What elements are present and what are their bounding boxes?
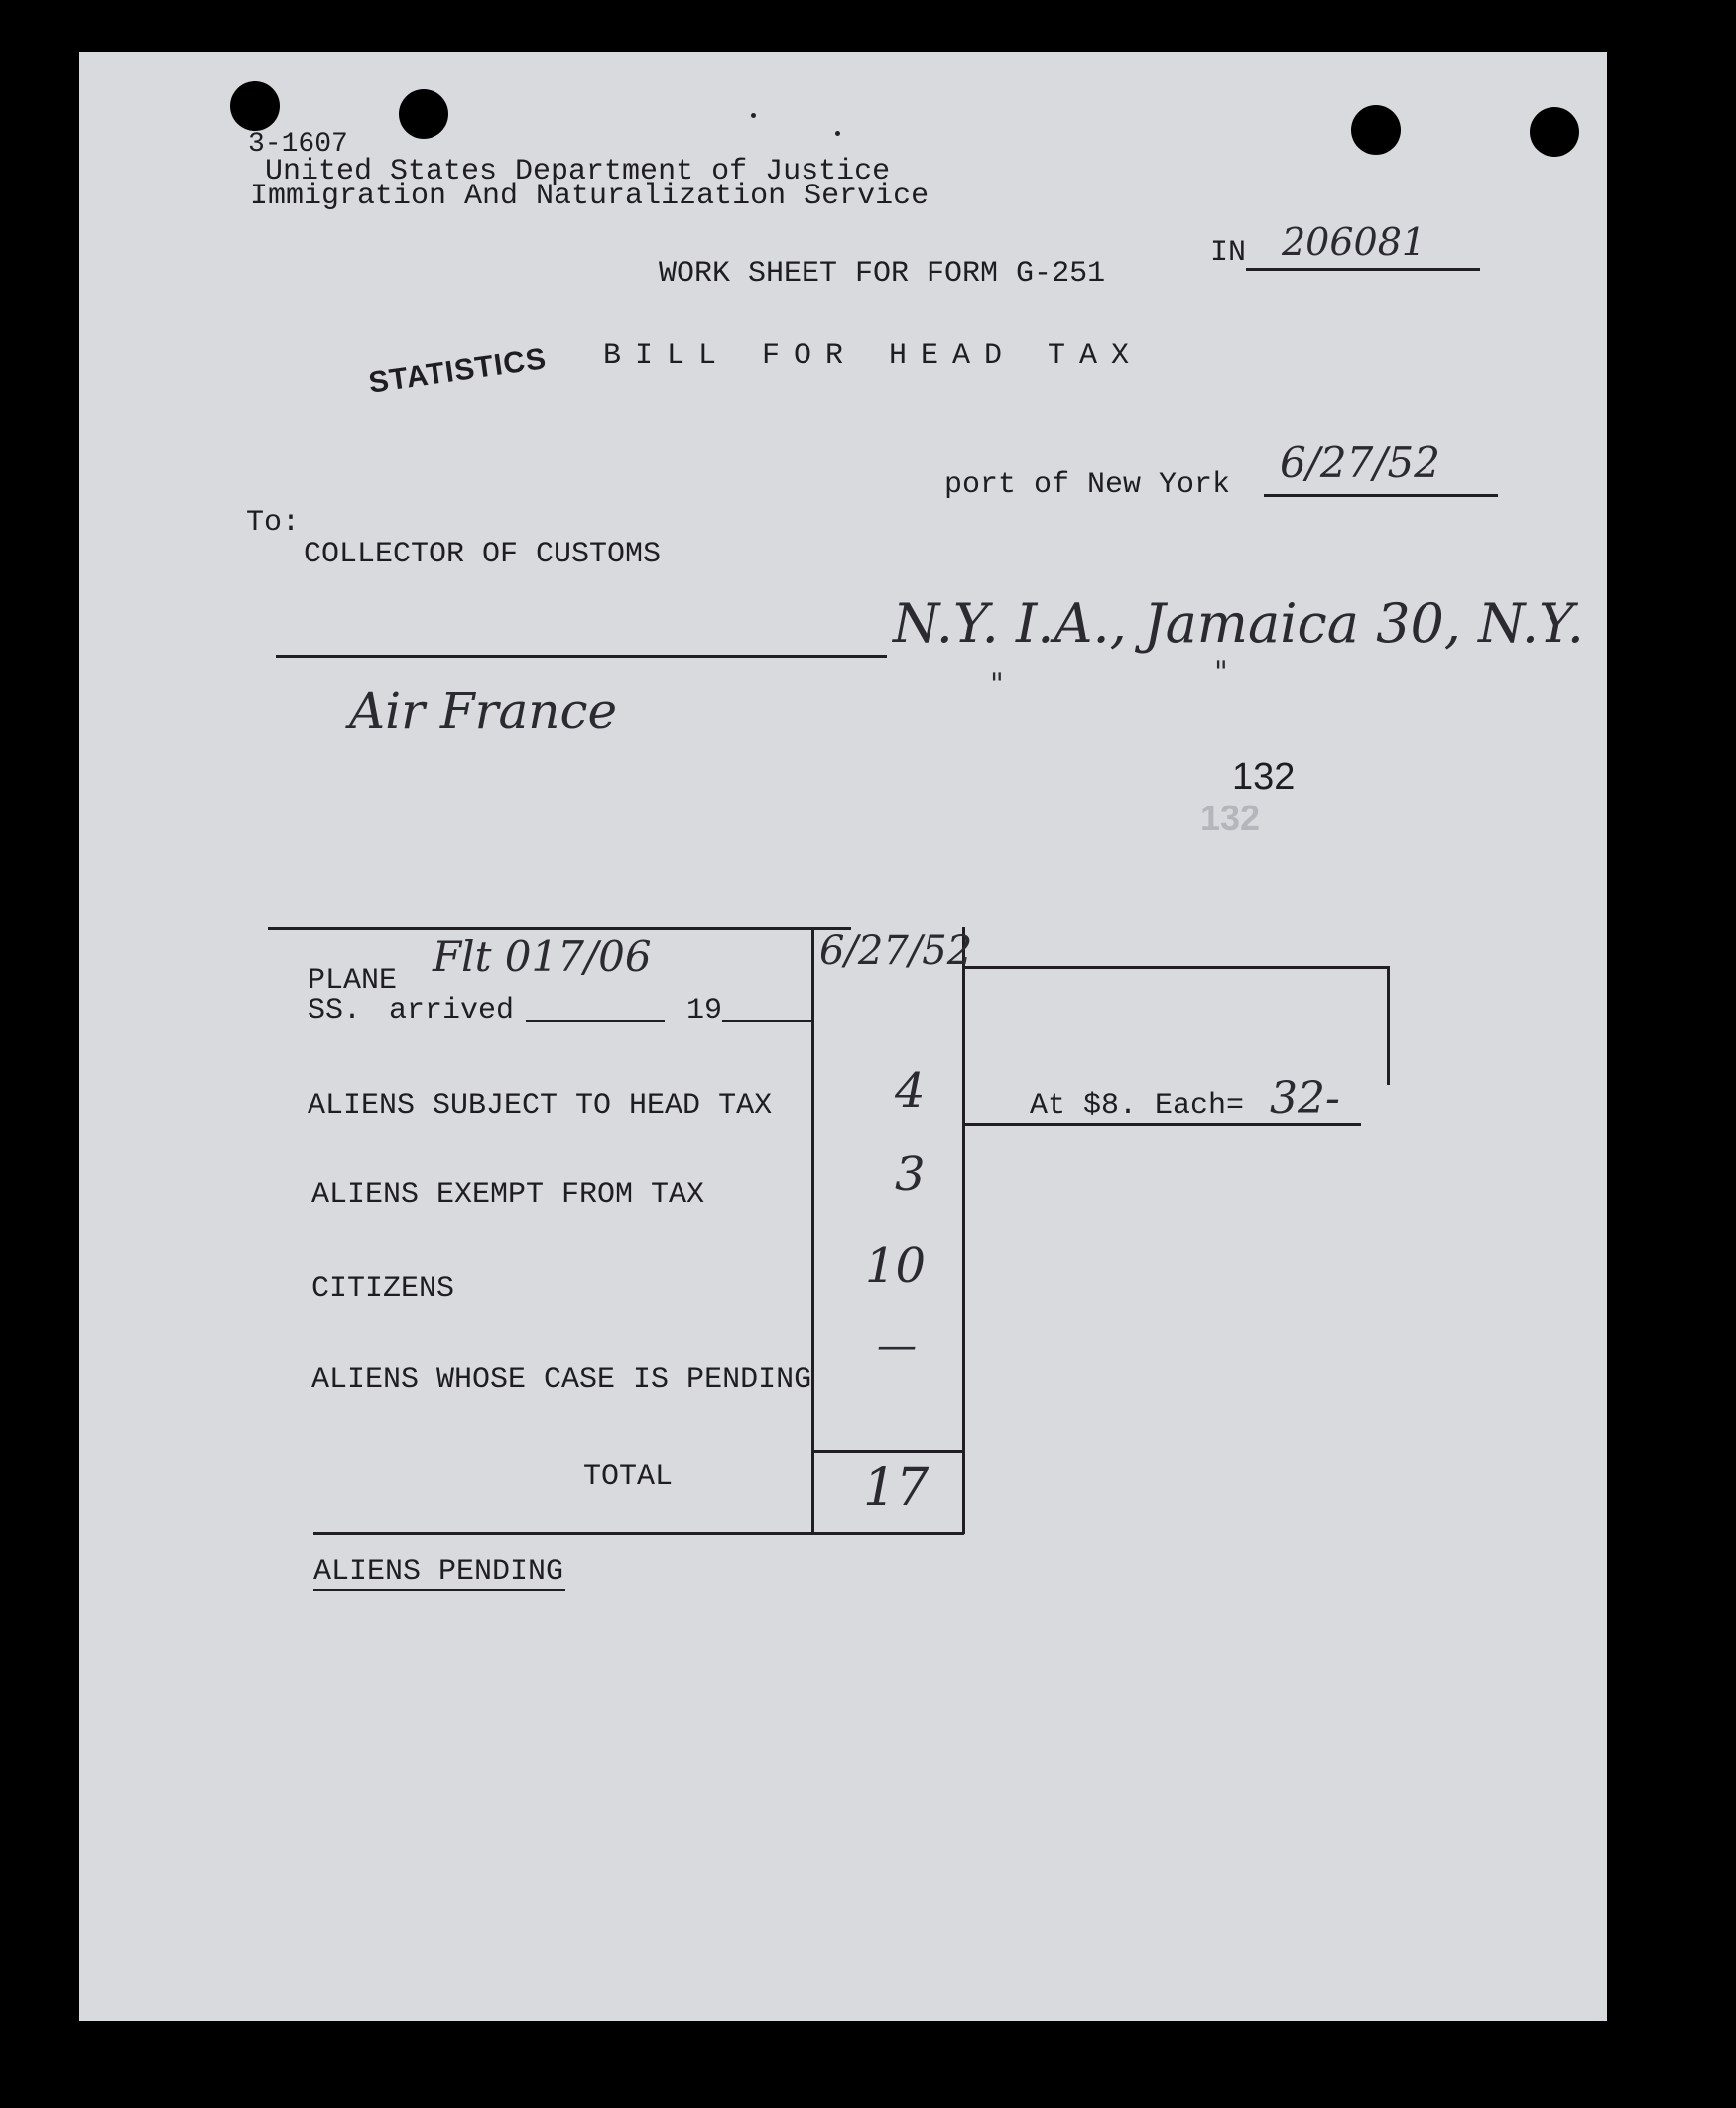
arrived-label: arrived (389, 994, 515, 1028)
rate-box-top-line (964, 966, 1389, 969)
punch-hole (1530, 107, 1579, 157)
arrived-line (526, 1020, 665, 1022)
punch-hole (399, 89, 448, 139)
total-separator-line (813, 1450, 964, 1453)
in-number: 206081 (1282, 220, 1426, 264)
row-label-citizens: CITIZENS (311, 1272, 455, 1305)
row-label-exempt: ALIENS EXEMPT FROM TAX (311, 1178, 705, 1212)
row-value-citizens: 10 (865, 1238, 927, 1294)
in-number-underline (1246, 268, 1480, 271)
value-column-left-border (811, 927, 814, 1534)
value-column-right-border (962, 927, 965, 1534)
plane-value: Flt 017/06 (433, 932, 652, 981)
total-bottom-line (313, 1532, 964, 1535)
aliens-pending-label: ALIENS PENDING (313, 1555, 564, 1589)
punch-hole (230, 81, 280, 131)
plane-date: 6/27/52 (819, 929, 973, 974)
table-top-line (268, 927, 851, 930)
row-label-pending: ALIENS WHOSE CASE IS PENDING (311, 1363, 812, 1397)
count-number: 132 (1232, 756, 1296, 798)
punch-hole (1351, 105, 1401, 155)
ditto-mark: " (990, 667, 1004, 701)
collector-location: N.Y. I.A., Jamaica 30, N.Y. (893, 592, 1584, 655)
aliens-pending-underline (313, 1589, 565, 1591)
carrier-name: Air France (349, 682, 618, 740)
department-name: United States Department of Justice (265, 155, 891, 188)
row-value-subject: 4 (895, 1063, 926, 1119)
ditto-mark: " (1214, 655, 1228, 689)
rate-box-right-border (1387, 966, 1390, 1085)
port-date-underline (1264, 494, 1498, 497)
rate-value: 32- (1270, 1073, 1340, 1124)
bill-title: BILL FOR HEAD TAX (603, 339, 1144, 373)
total-label: TOTAL (583, 1460, 674, 1494)
total-value: 17 (863, 1458, 930, 1518)
service-name: Immigration And Naturalization Service (250, 180, 930, 213)
port-label: port of New York (944, 468, 1231, 502)
in-label: IN (1210, 236, 1247, 270)
document-page (79, 52, 1607, 2021)
count-number-faint: 132 (1200, 798, 1261, 838)
row-value-exempt: 3 (895, 1147, 926, 1202)
plane-label: PLANE (308, 964, 398, 998)
ink-speck (751, 113, 756, 118)
rate-label: At $8. Each= (1030, 1089, 1245, 1123)
year-line (722, 1020, 811, 1022)
statistics-stamp: STATISTICS (366, 342, 550, 400)
row-value-pending: — (877, 1323, 917, 1369)
row-label-subject: ALIENS SUBJECT TO HEAD TAX (308, 1089, 773, 1123)
form-number: 3-1607 (248, 129, 348, 160)
port-date: 6/27/52 (1280, 438, 1440, 487)
to-label: To: (246, 506, 301, 540)
ink-speck (835, 131, 840, 136)
worksheet-title: WORK SHEET FOR FORM G-251 (659, 257, 1106, 291)
year-prefix: 19 (686, 994, 723, 1028)
ss-label: SS. (308, 994, 362, 1028)
collector-name: COLLECTOR OF CUSTOMS (304, 538, 662, 571)
collector-address-line (276, 655, 887, 658)
